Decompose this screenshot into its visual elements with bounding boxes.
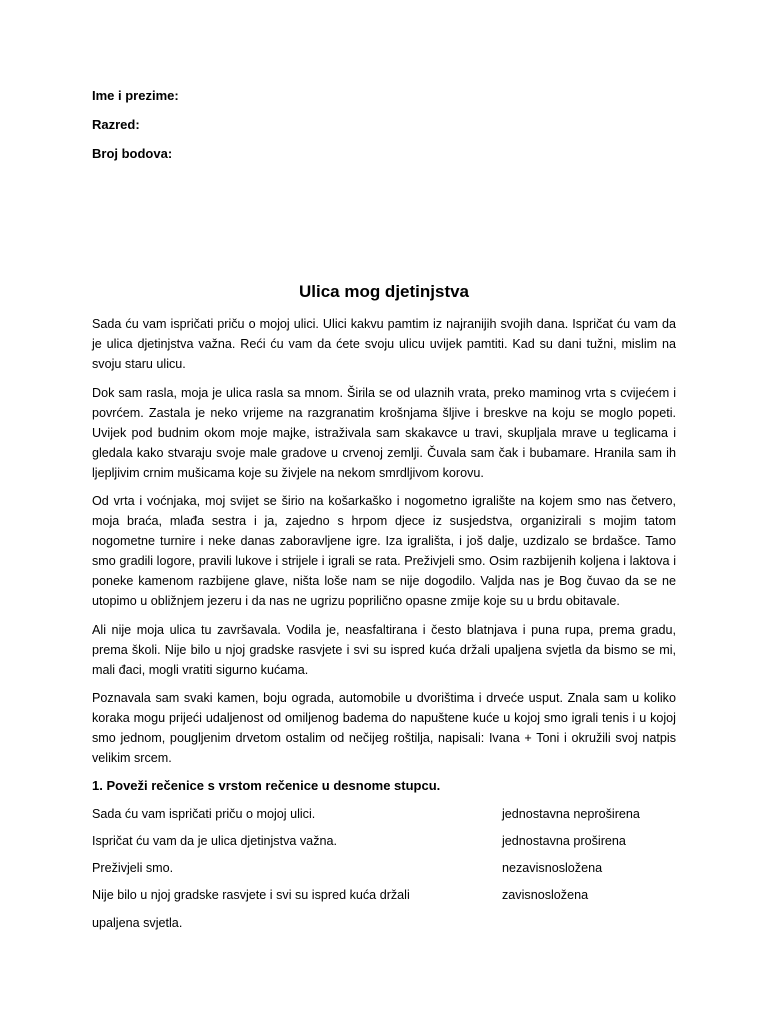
exercise-sentence: Preživjeli smo. <box>92 861 174 875</box>
story-title: Ulica mog djetinjstva <box>298 282 470 301</box>
exercise-sentence: Nije bilo u njoj gradske rasvjete i svi su ispred kuća držali <box>92 888 410 902</box>
exercise-title: 1. Poveži rečenice s vrstom rečenice u desnome stupcu. <box>92 778 441 793</box>
story-paragraph: Ali nije moja ulica tu završavala. Vodila je, neasfaltirana i često blatnjava i puna rupa, prema gradu, prema školi. Nije bilo u njoj gradske rasvjete i svi su ispred kuća držali upaljena svjetla da bismo se mi, mali đaci, mogli vratiti sigurno kućama. <box>92 622 676 677</box>
points-label: Broj bodova: <box>92 146 173 161</box>
exercise-sentence: Ispričat ću vam da je ulica djetinjstva važna. <box>92 834 337 848</box>
story-paragraph: Od vrta i voćnjaka, moj svijet se širio na košarkaško i nogometno igralište na kojem smo nas četvero, moja braća, mlađa sestra i ja, zajedno s hrpom djece iz susjedstva, organizirali s mojim tatom nogometne turnire i neke danas zaboravljene igre. Iza igrališta, i još dalje, uzdizalo se brdašce. Tamo smo gradili logore, pravili lukove i strijele i igrali se rata. Preživjeli smo. Osim razbijenih koljena i laktova i poneke kamenom razbijene glave, ništa loše nam se nije dogodilo. Valjda nas je Bog čuvao da se ne utopimo u obližnjem jezeru i da nas ne ugrizu poprilično opasne zmije koje su u brdu obitavale. <box>92 494 676 608</box>
class-label: Razred: <box>92 117 140 132</box>
story-paragraph: Dok sam rasla, moja je ulica rasla sa mnom. Širila se od ulaznih vrata, preko maminog vrta s cvijećem i povrćem. Zastala je neko vrijeme na razgranatim krošnjama šljive i breskve na koju se moglo popeti. Uvijek pod budnim okom moje majke, istraživala sam skakavce u travi, skupljala mrave u teglicama i gledala kako stvaraju svoje male gradove u crvenoj zemlji. Čuvala sam čak i bubamare. Hranila sam ih ljepljivim crnim mušicama koje su živjele na nekom smrdljivom korovu. <box>92 385 676 480</box>
sentence-type: zavisnosložena <box>502 888 589 902</box>
story-body <box>92 314 676 777</box>
exercise-sentence: Sada ću vam ispričati priču o mojoj ulici. <box>92 807 316 821</box>
sentence-type: jednostavna proširena <box>502 834 626 848</box>
sentence-type: nezavisnosložena <box>502 861 603 875</box>
sentence-type: jednostavna neproširena <box>502 807 640 821</box>
story-paragraph: Poznavala sam svaki kamen, boju ograda, automobile u dvorištima i drveće usput. Znala sam u koliko koraka mogu prijeći udaljenost od omiljenog badema do napuštene kuće u kojoj smo igrali tenis i u kojoj smo jednom, pougljenim drvetom ostalim od nečijeg roštilja, napisali: Ivana + Toni i okružili svoj natpis velikim srcem. <box>92 691 676 765</box>
name-label: Ime i prezime: <box>92 88 179 103</box>
story-paragraph: Sada ću vam ispričati priču o mojoj ulici. Ulici kakvu pamtim iz najranijih svojih dana. Ispričat ću vam da je ulica djetinjstva važna. Reći ću vam da ćete svoju ulicu uvijek pamtiti. Kad su dani tužni, mislim na svoju staru ulicu. <box>92 317 676 371</box>
exercise-sentence-continuation: upaljena svjetla. <box>92 916 183 930</box>
